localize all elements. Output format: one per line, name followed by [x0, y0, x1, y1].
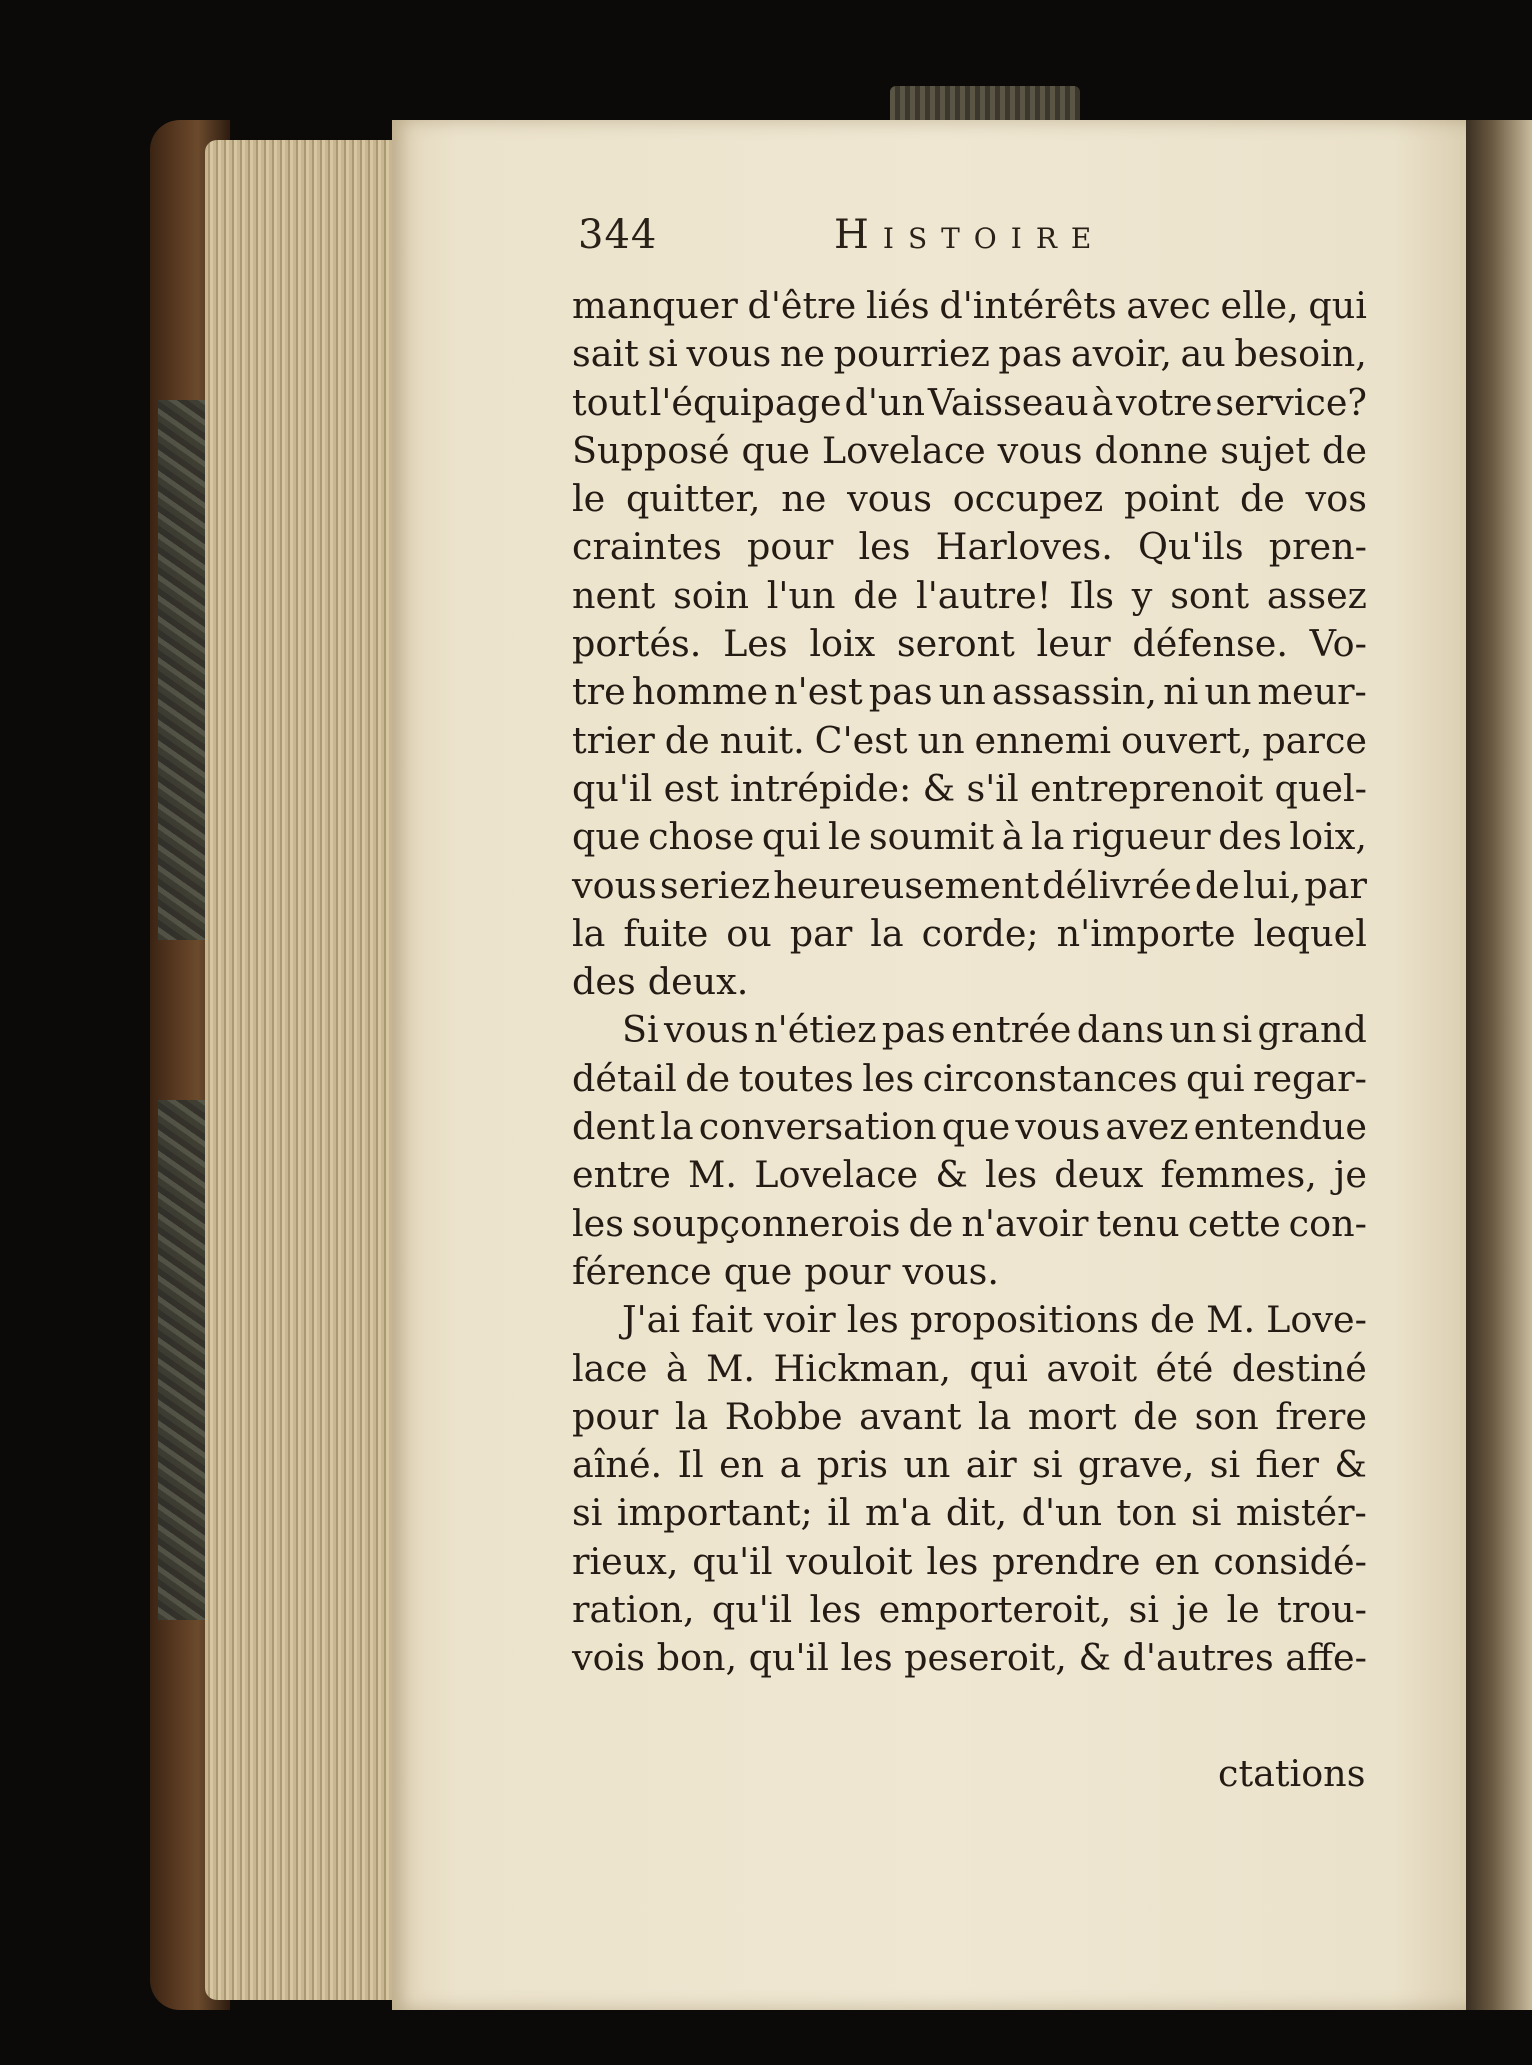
word: elle,	[1220, 284, 1299, 327]
word: tre	[572, 670, 626, 714]
word: ou	[726, 911, 772, 955]
text-line	[572, 668, 1367, 716]
word: est	[663, 766, 719, 810]
word: leur	[1036, 622, 1111, 666]
word: Vaisseau	[927, 380, 1089, 424]
word: qui	[1308, 284, 1367, 327]
word: pas	[868, 670, 933, 714]
word: Robbe	[724, 1394, 843, 1438]
word: circonstances	[922, 1056, 1178, 1100]
word: pren-	[1268, 525, 1367, 569]
word: un	[938, 670, 986, 714]
text-line	[572, 1634, 1367, 1682]
word: avoir,	[1070, 332, 1172, 376]
word: que	[572, 815, 641, 859]
word: que	[941, 1105, 1011, 1149]
word: loix,	[1289, 815, 1367, 859]
word: tout	[572, 380, 647, 424]
word: air	[965, 1443, 1017, 1487]
word: d'autres	[1122, 1636, 1274, 1680]
word: M.	[706, 1346, 756, 1390]
word: cette	[1187, 1201, 1281, 1245]
catchword: ctations	[1218, 1752, 1366, 1795]
word: M.	[688, 1153, 738, 1197]
word: par	[789, 911, 853, 955]
word: ni	[1163, 670, 1199, 714]
word: toutes	[738, 1056, 854, 1100]
page-number: 344	[578, 212, 658, 258]
word: d'intérêts	[939, 284, 1117, 327]
word: si	[1209, 1443, 1241, 1487]
word: qui	[969, 1346, 1028, 1390]
word: intrépide:	[730, 766, 912, 810]
word: les	[846, 1298, 899, 1342]
text-line	[572, 717, 1367, 765]
word: fuite	[623, 911, 709, 955]
word: dent	[572, 1105, 656, 1149]
word: n'étiez	[754, 1008, 877, 1052]
word: à	[665, 1346, 688, 1390]
word: férence	[572, 1249, 712, 1293]
word: si	[1032, 1443, 1063, 1487]
word: emporteroit,	[878, 1588, 1112, 1632]
word: de	[685, 1056, 731, 1100]
word: portés.	[572, 622, 702, 666]
word: avez	[1105, 1105, 1189, 1149]
word: Vo-	[1309, 622, 1367, 666]
word: fait	[691, 1298, 753, 1342]
word: heureusement	[773, 863, 1040, 907]
word: d'un	[1021, 1491, 1102, 1535]
word: seriez	[659, 863, 771, 907]
word: Il	[677, 1443, 704, 1487]
text-line	[572, 1055, 1367, 1103]
word: assassin,	[991, 670, 1157, 714]
word: mort	[1027, 1394, 1117, 1438]
word: lace	[572, 1346, 648, 1390]
word: Hickman,	[773, 1346, 951, 1390]
text-line	[572, 379, 1367, 427]
word: ouvert,	[1121, 718, 1253, 762]
word: entrée	[950, 1008, 1072, 1052]
word: ton	[1116, 1491, 1177, 1535]
word: important;	[616, 1491, 813, 1535]
word: femmes,	[1160, 1153, 1317, 1197]
word: mistér-	[1235, 1491, 1367, 1535]
word: que	[741, 428, 810, 472]
word: vous	[997, 428, 1083, 472]
word: ne	[779, 332, 825, 376]
word: Ils	[1069, 573, 1114, 617]
text-line	[572, 958, 1367, 1006]
text-line	[572, 1296, 1367, 1344]
word: les	[985, 1153, 1038, 1197]
word: C'est	[814, 718, 908, 762]
word: les	[809, 1588, 862, 1632]
word: grave,	[1077, 1443, 1195, 1487]
word: je	[1334, 1153, 1367, 1197]
text-line	[572, 765, 1367, 813]
page-edges	[205, 140, 395, 2000]
text-line	[572, 620, 1367, 668]
word: qu'il	[748, 1636, 829, 1680]
word: dans	[1076, 1008, 1165, 1052]
word: avant	[859, 1394, 962, 1438]
word: rieux,	[572, 1539, 679, 1583]
word: sait	[572, 332, 639, 376]
word: rigueur	[1072, 815, 1211, 859]
word: deux.	[647, 960, 749, 1004]
word: d'être	[747, 284, 857, 327]
word: l'un	[766, 573, 836, 617]
word: voir	[763, 1298, 836, 1342]
word: un	[1169, 1008, 1217, 1052]
word: Lovelace	[821, 428, 986, 472]
word: vous	[572, 863, 657, 907]
word: M.	[1206, 1298, 1256, 1342]
word: trier	[572, 718, 655, 762]
word: dit,	[945, 1491, 1008, 1535]
text-line	[572, 1538, 1367, 1586]
word: ennemi	[974, 718, 1112, 762]
text-line	[572, 1345, 1367, 1393]
word: n'est	[774, 670, 863, 714]
word: été	[1155, 1346, 1214, 1390]
word: de	[853, 573, 899, 617]
word: vois	[572, 1636, 645, 1680]
word: avec	[1126, 284, 1211, 327]
word: d'un	[844, 380, 925, 424]
word: corde;	[921, 911, 1039, 955]
word: que	[723, 1249, 793, 1293]
word: chose	[648, 815, 755, 859]
word: la	[572, 911, 606, 955]
text-line	[572, 523, 1367, 571]
word: n'importe	[1056, 911, 1236, 955]
word: le	[828, 815, 862, 859]
word: soin	[673, 573, 749, 617]
word: à	[1091, 380, 1114, 424]
text-line	[572, 1103, 1367, 1151]
word: délivrée	[1042, 863, 1192, 907]
text-line	[572, 1586, 1367, 1634]
word: &	[1078, 1636, 1111, 1680]
word: pas	[998, 332, 1063, 376]
word: le	[572, 477, 606, 521]
word: n'avoir	[961, 1201, 1089, 1245]
word: vous	[664, 1008, 749, 1052]
word: point	[1124, 477, 1220, 521]
text-line	[572, 1489, 1367, 1537]
page-header	[578, 212, 1138, 262]
word: fier	[1255, 1443, 1319, 1487]
word: J'ai	[622, 1298, 681, 1342]
word: pas	[881, 1008, 946, 1052]
word: s'il	[966, 766, 1019, 810]
word: vous	[1015, 1105, 1101, 1149]
word: ne	[781, 477, 827, 521]
word: loix	[809, 622, 876, 666]
word: Les	[723, 622, 788, 666]
word: avoit	[1046, 1346, 1138, 1390]
word: pour	[572, 1394, 659, 1438]
word: propositions	[909, 1298, 1139, 1342]
word: trou-	[1277, 1588, 1367, 1632]
word: nuit.	[719, 718, 805, 762]
word: les	[858, 525, 911, 569]
word: le	[1226, 1588, 1260, 1632]
text-line	[572, 1151, 1367, 1199]
text-line	[572, 910, 1367, 958]
word: parce	[1262, 718, 1367, 762]
word: de	[908, 1201, 954, 1245]
word: vous	[847, 477, 932, 521]
word: en	[719, 1443, 765, 1487]
word: défense.	[1132, 622, 1288, 666]
word: Si	[622, 1008, 659, 1052]
word: assez	[1266, 573, 1367, 617]
word: considé-	[1213, 1539, 1367, 1583]
word: sujet	[1220, 428, 1311, 472]
word: si	[1221, 1008, 1253, 1052]
word: il	[827, 1491, 851, 1535]
word: l'autre!	[916, 573, 1052, 617]
word: liés	[865, 284, 930, 327]
word: l'équipage	[649, 380, 842, 424]
word: Qu'ils	[1138, 525, 1244, 569]
word: m'a	[865, 1491, 932, 1535]
word: entendue	[1193, 1105, 1367, 1149]
word: manquer	[572, 284, 738, 327]
word: de	[664, 718, 710, 762]
word: sont	[1170, 573, 1250, 617]
word: lequel	[1253, 911, 1367, 955]
word: qu'il	[692, 1539, 773, 1583]
text-line	[572, 427, 1367, 475]
word: vous	[686, 332, 772, 376]
word: qui	[761, 815, 821, 859]
word: occupez	[952, 477, 1104, 521]
body-text	[572, 282, 1367, 1683]
word: Lovelace	[754, 1153, 919, 1197]
word: les	[926, 1539, 979, 1583]
word: pour	[747, 525, 834, 569]
word: donne	[1094, 428, 1209, 472]
word: craintes	[572, 525, 722, 569]
word: au	[1180, 332, 1226, 376]
word: vouloit	[786, 1539, 913, 1583]
text-line	[572, 282, 1367, 330]
word: nent	[572, 573, 656, 617]
word: de	[1133, 1394, 1179, 1438]
text-line	[572, 1200, 1367, 1248]
word: qu'il	[711, 1588, 793, 1632]
word: en	[1154, 1539, 1200, 1583]
word: les	[572, 1201, 625, 1245]
word: de	[1239, 477, 1285, 521]
word: des	[1218, 815, 1282, 859]
word: si	[647, 332, 678, 376]
word: &	[922, 766, 956, 810]
word: quitter,	[626, 477, 761, 521]
word: a	[779, 1443, 802, 1487]
word: Love-	[1266, 1298, 1367, 1342]
word: tenu	[1096, 1201, 1180, 1245]
word: &	[935, 1153, 968, 1197]
gutter-shadow	[1466, 120, 1532, 2010]
word: la	[870, 911, 904, 955]
word: si	[1191, 1491, 1222, 1535]
word: soupçonnerois	[632, 1201, 901, 1245]
word: votre	[1116, 380, 1213, 424]
word: service?	[1215, 380, 1367, 424]
word: de	[1321, 428, 1367, 472]
text-line	[572, 572, 1367, 620]
word: de	[1194, 863, 1240, 907]
word: affe-	[1285, 1636, 1367, 1680]
word: pour	[804, 1249, 891, 1293]
word: qu'il	[572, 766, 653, 810]
word: seront	[896, 622, 1015, 666]
word: un	[1204, 670, 1252, 714]
word: frere	[1275, 1394, 1367, 1438]
word: quel-	[1274, 766, 1367, 810]
word: la	[977, 1394, 1012, 1438]
word: vous.	[902, 1249, 999, 1293]
word: à	[1001, 815, 1024, 859]
word: vos	[1305, 477, 1367, 521]
word: qui	[1186, 1056, 1245, 1100]
word: la	[674, 1394, 709, 1438]
text-line	[572, 1393, 1367, 1441]
word: les	[862, 1056, 915, 1100]
text-line	[572, 1006, 1367, 1054]
word: les	[840, 1636, 893, 1680]
word: la	[1030, 815, 1065, 859]
word: grand	[1257, 1008, 1367, 1052]
word: entre	[572, 1153, 671, 1197]
word: conversation	[698, 1105, 937, 1149]
word: aîné.	[572, 1443, 663, 1487]
word: con-	[1288, 1201, 1367, 1245]
word: soumit	[868, 815, 995, 859]
word: des	[572, 960, 636, 1004]
word: détail	[572, 1056, 677, 1100]
running-title: Histoire	[834, 212, 1106, 258]
word: un	[917, 718, 965, 762]
word: &	[1334, 1443, 1367, 1487]
word: destiné	[1231, 1346, 1367, 1390]
word: meur-	[1257, 670, 1367, 714]
text-line	[572, 330, 1367, 378]
word: si	[1128, 1588, 1160, 1632]
word: besoin,	[1234, 332, 1367, 376]
word: son	[1194, 1394, 1259, 1438]
text-line	[572, 862, 1367, 910]
text-line	[572, 475, 1367, 523]
word: entreprenoit	[1030, 766, 1264, 810]
word: lui,	[1242, 863, 1302, 907]
word: ration,	[572, 1588, 695, 1632]
text-line	[572, 1441, 1367, 1489]
word: bon,	[656, 1636, 738, 1680]
word: Harloves.	[935, 525, 1113, 569]
word: je	[1176, 1588, 1210, 1632]
word: y	[1131, 573, 1153, 617]
word: regar-	[1253, 1056, 1367, 1100]
word: Supposé	[572, 428, 730, 472]
word: pris	[816, 1443, 888, 1487]
word: si	[572, 1491, 603, 1535]
word: de	[1150, 1298, 1195, 1342]
word: par	[1304, 863, 1367, 907]
word: homme	[631, 670, 769, 714]
text-line	[572, 813, 1367, 861]
text-line	[572, 1248, 1367, 1296]
word: pourriez	[833, 332, 990, 376]
word: prendre	[992, 1539, 1141, 1583]
word: deux	[1054, 1153, 1144, 1197]
word: un	[903, 1443, 951, 1487]
word: la	[660, 1105, 694, 1149]
word: peseroit,	[904, 1636, 1067, 1680]
